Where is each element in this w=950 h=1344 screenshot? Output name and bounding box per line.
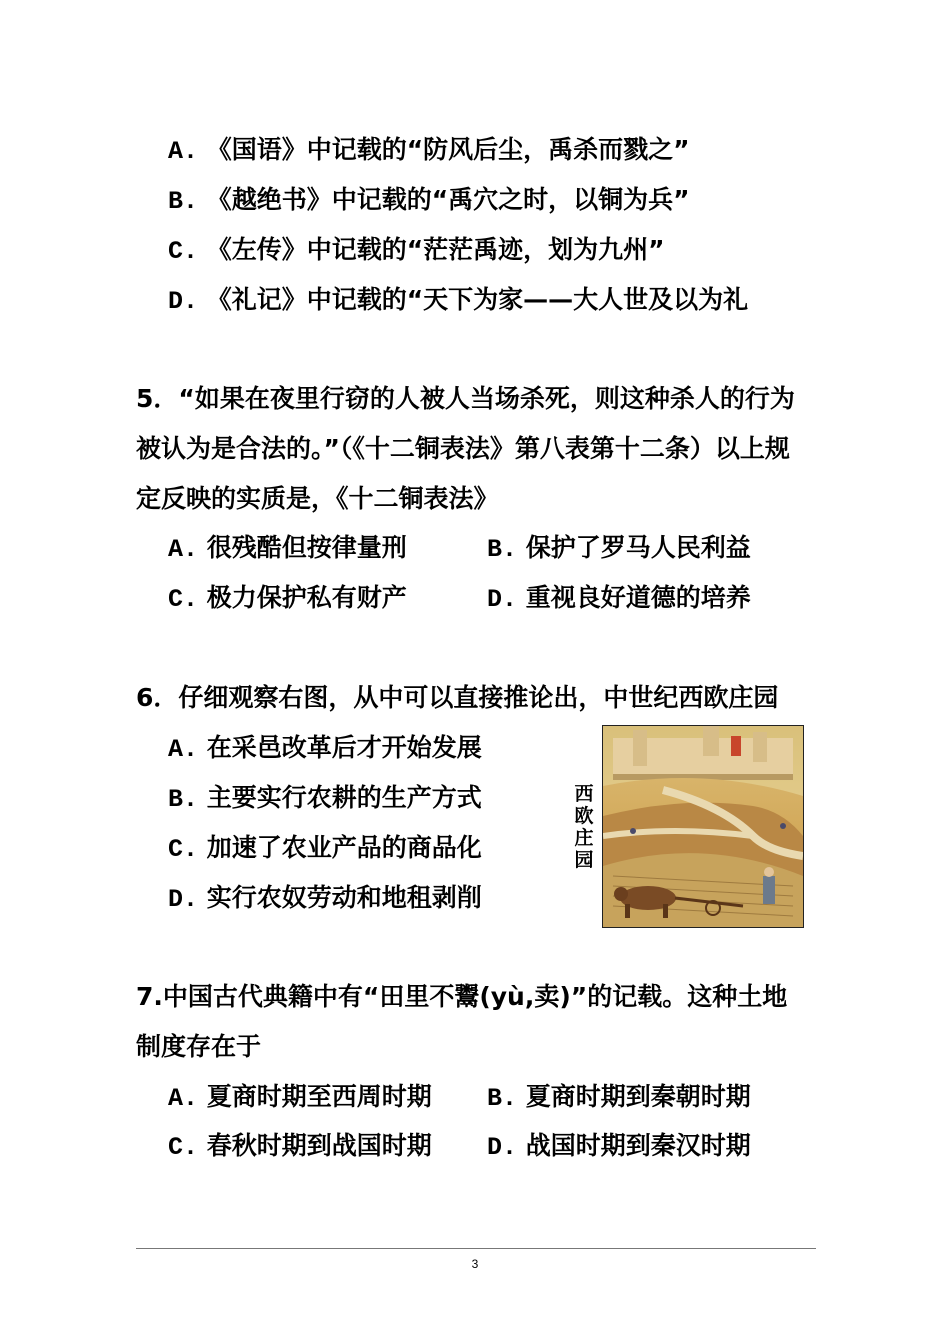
- manor-painting: [603, 726, 803, 927]
- q5-option-a: A. 很残酷但按律量刑: [168, 533, 407, 564]
- q6-option-b: B. 主要实行农耕的生产方式: [168, 783, 482, 814]
- q5-option-d: D. 重视良好道德的培养: [487, 583, 751, 614]
- q4-option-c: C. 《左传》中记载的“茫茫禹迹，划为九州”: [168, 235, 665, 266]
- q4-option-b: B. 《越绝书》中记载的“禹穴之时，以铜为兵”: [168, 185, 690, 216]
- q5-stem-line-3: 定反映的实质是，《十二铜表法》: [136, 484, 499, 513]
- q4-option-d: D. 《礼记》中记载的“天下为家——大人世及以为礼: [168, 285, 749, 316]
- q7-option-c: C. 春秋时期到战国时期: [168, 1131, 432, 1162]
- page-number: 3: [471, 1257, 479, 1271]
- q5-option-b: B. 保护了罗马人民利益: [487, 533, 751, 564]
- manor-illustration: [602, 725, 804, 928]
- q5-stem-line-1: 5．“如果在夜里行窃的人被人当场杀死，则这种杀人的行为: [136, 384, 795, 413]
- q5-stem-line-2: 被认为是合法的。”（《十二铜表法》第八表第十二条）以上规: [136, 434, 790, 463]
- q6-option-a: A. 在采邑改革后才开始发展: [168, 733, 482, 764]
- q7-option-d: D. 战国时期到秦汉时期: [487, 1131, 751, 1162]
- q6-stem: 6．仔细观察右图，从中可以直接推论出，中世纪西欧庄园: [136, 683, 779, 712]
- footer-divider: [136, 1248, 816, 1249]
- q4-option-a: A. 《国语》中记载的“防风后尘，禹杀而戮之”: [168, 135, 690, 166]
- q5-option-c: C. 极力保护私有财产: [168, 583, 407, 614]
- q7-stem-line-1: 7.中国古代典籍中有“田里不鬻(yù,卖)”的记载。这种土地: [136, 982, 788, 1011]
- figure-caption: 西欧庄园: [574, 783, 594, 871]
- q7-stem-line-2: 制度存在于: [136, 1032, 262, 1061]
- q7-option-a: A. 夏商时期至西周时期: [168, 1082, 432, 1113]
- q6-option-d: D. 实行农奴劳动和地租剥削: [168, 883, 482, 914]
- q7-option-b: B. 夏商时期到秦朝时期: [487, 1082, 751, 1113]
- q6-option-c: C. 加速了农业产品的商品化: [168, 833, 482, 864]
